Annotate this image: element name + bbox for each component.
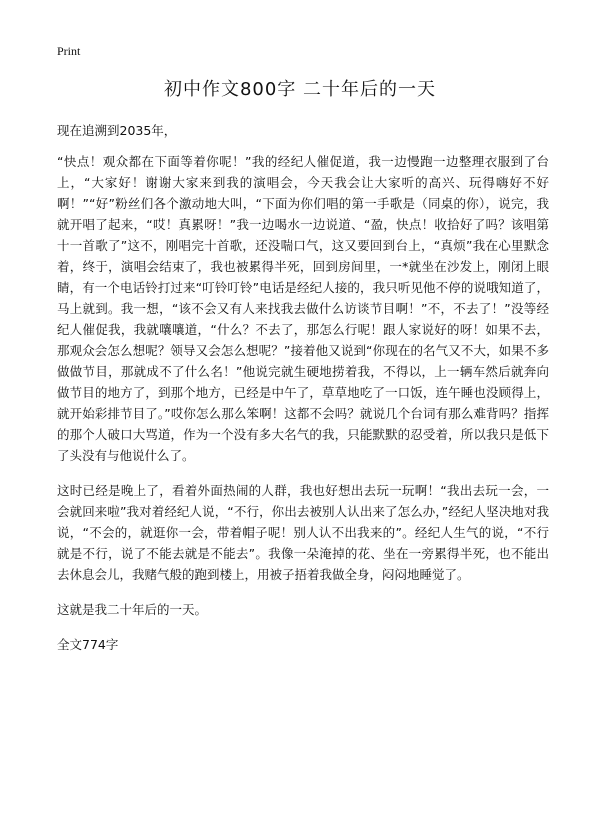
- paragraph-intro: 现在追溯到2035年，: [57, 123, 177, 138]
- paragraph-conclusion: 这就是我二十年后的一天。: [57, 602, 208, 617]
- word-count: 全文774字: [57, 637, 119, 652]
- article-body: [57, 120, 549, 669]
- article-title: 初中作文800字 二十年后的一天: [163, 79, 437, 100]
- print-label[interactable]: Print: [57, 44, 81, 58]
- paragraph-evening: 这时已经是晚上了，看着外面热闹的人群，我也好想出去玩一玩啊！“我出去玩一会，一会就回来啦”我对着经纪人说，“不行，你出去被别人认出来了怎么办，”经纪人坚决地对我说，“不会的，就逛你一会，带着帽子呢！别人认不出我来的”。经纪人生气的说，“不行就是不行，说了不能去就是不能去”。我像一朵淹掉的花、坐在一旁累得半死，也不能出去休息会儿，我赌气般的跑到楼上，用被子捂着我做全身，闷闷地睡觉了。: [57, 483, 549, 582]
- paragraph-concert: “快点！观众都在下面等着你呢！”我的经纪人催促道，我一边慢跑一边整理衣服到了台上，“大家好！谢谢大家来到我的演唱会，今天我会让大家听的高兴、玩得嗨好不好啊！”“好”粉丝们各个激动地大叫，“下面为你们唱的第一手歌是（同桌的你），说完，我就开唱了起来，“哎！真累呀！”我一边喝水一边说道、“盈，快点！收拾好了吗？该唱第十一首歌了”这不，刚唱完十首歌，还没喘口气，这又要回到台上，“真烦”我在心里默念着，终于，演唱会结束了，我也被累得半死，回到房间里，一*就坐在沙发上，刚闭上眼睛，有一个电话铃打过来“叮铃叮铃”电话是经纪人接的，我只听见他不停的说哦知道了，马上就到。我一想，“该不会又有人来找我去做什么访谈节目啊！”不，不去了！”没等经纪人催促我，我就嚷嚷道，“什么？不去了，那怎么行呢！跟人家说好的呀！如果不去，那观众会怎么想呢？领导又会怎么想呢？”接着他又说到“你现在的名气又不大，如果不多做做节目，那就成不了什么名！”他说完就生硬地捞着我，不得以，上一辆车然后就奔向做节目的地方了，到那个地方，已经是中午了，草草地吃了一口饭，连午睡也没顾得上，就开始彩排节目了。”哎你怎么那么笨啊！这都不会吗？就说几个台词有那么难背吗？指挥的那个人破口大骂道，作为一个没有多大名气的我，只能默默的忍受着，所以我只是低下了头没有与他说什么了。: [57, 154, 549, 463]
